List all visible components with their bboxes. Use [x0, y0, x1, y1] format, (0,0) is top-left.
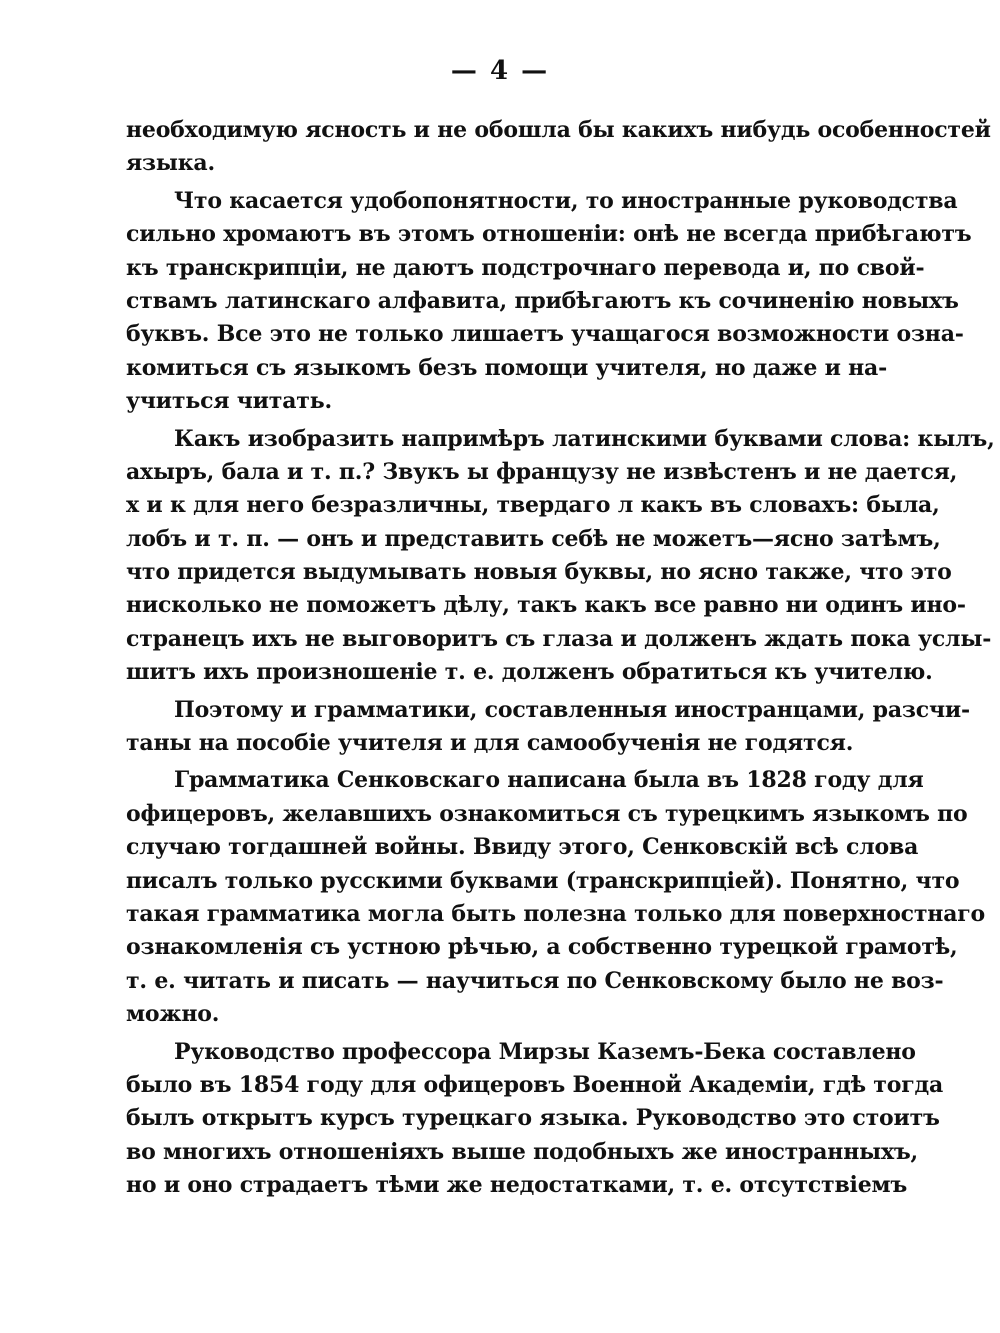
- text-line: писалъ только русскими буквами (транскрипціей). Понятно, что: [126, 867, 960, 894]
- text-line: сильно хромаютъ въ этомъ отношеніи: онѣ не всегда прибѣгаютъ: [126, 221, 972, 248]
- text-line: ознакомленія съ устною рѣчью, а собственно турецкой грамотѣ,: [126, 934, 958, 961]
- text-line: къ транскрипціи, не даютъ подстрочнаго перевода и, по свой-: [126, 254, 925, 281]
- text-line: во многихъ отношеніяхъ выше подобныхъ же иностранныхъ,: [126, 1138, 919, 1165]
- text-line: случаю тогдашней войны. Ввиду этого, Сенковскій всѣ слова: [126, 834, 919, 861]
- text-line: т. е. читать и писать — научиться по Сенковскому было не воз-: [126, 967, 944, 994]
- paragraph: [126, 1036, 944, 1203]
- text-line: было въ 1854 году для офицеровъ Военной Академіи, гдѣ тогда: [126, 1071, 944, 1098]
- text-line: учиться читать.: [126, 388, 332, 415]
- paragraph: [126, 185, 972, 419]
- text-line: можно.: [126, 1001, 220, 1028]
- text-line: Руководство профессора Мирзы Каземъ-Бека составлено: [174, 1038, 916, 1065]
- paragraph: [126, 423, 995, 690]
- text-line: необходимую ясность и не обошла бы какихъ нибудь особенностей: [126, 117, 991, 143]
- text-line: таны на пособіе учителя и для самообученія не годятся.: [126, 730, 854, 757]
- text-line: лобъ и т. п. — онъ и представить себѣ не можетъ—ясно затѣмъ,: [126, 525, 941, 552]
- text-line: буквъ. Все это не только лишаетъ учащагося возможности озна-: [126, 321, 964, 348]
- text-line: х и к для него безразличны, твердаго л какъ въ словахъ: была,: [126, 492, 940, 519]
- text-column: [126, 114, 995, 1203]
- text-line: офицеровъ, желавшихъ ознакомиться съ турецкимъ языкомъ по: [126, 800, 968, 827]
- text-line: Грамматика Сенковскаго написана была въ 1828 году для: [174, 767, 924, 794]
- text-line: ствамъ латинскаго алфавита, прибѣгаютъ къ сочиненію новыхъ: [126, 287, 959, 314]
- page-number: — 4 —: [450, 56, 550, 86]
- text-line: комиться съ языкомъ безъ помощи учителя, но даже и на-: [126, 354, 888, 381]
- paragraph: [126, 764, 986, 1031]
- paragraph: [126, 114, 991, 181]
- text-line: Поэтому и грамматики, составленныя иностранцами, разсчи-: [174, 696, 970, 723]
- text-line: Что касается удобопонятности, то иностранные руководства: [174, 187, 958, 214]
- text-line: шитъ ихъ произношеніе т. е. долженъ обратиться къ учителю.: [126, 659, 933, 686]
- text-line: но и оно страдаетъ тѣми же недостатками, т. е. отсутствіемъ: [126, 1172, 908, 1199]
- text-line: нисколько не поможетъ дѣлу, такъ какъ все равно ни одинъ ино-: [126, 592, 966, 619]
- text-line: языка.: [126, 150, 215, 177]
- text-line: странецъ ихъ не выговоритъ съ глаза и долженъ ждать пока услы-: [126, 625, 992, 652]
- text-line: такая грамматика могла быть полезна только для поверхностнаго: [126, 900, 986, 927]
- text-line: былъ открытъ курсъ турецкаго языка. Руководство это стоитъ: [126, 1105, 940, 1132]
- text-line: ахыръ, бала и т. п.? Звукъ ы французу не извѣстенъ и не дается,: [126, 458, 958, 485]
- text-line: что придется выдумывать новыя буквы, но ясно также, что это: [126, 559, 952, 586]
- paragraph: [126, 694, 970, 761]
- text-line: Какъ изобразить напримѣръ латинскими буквами слова: кылъ,: [174, 425, 995, 452]
